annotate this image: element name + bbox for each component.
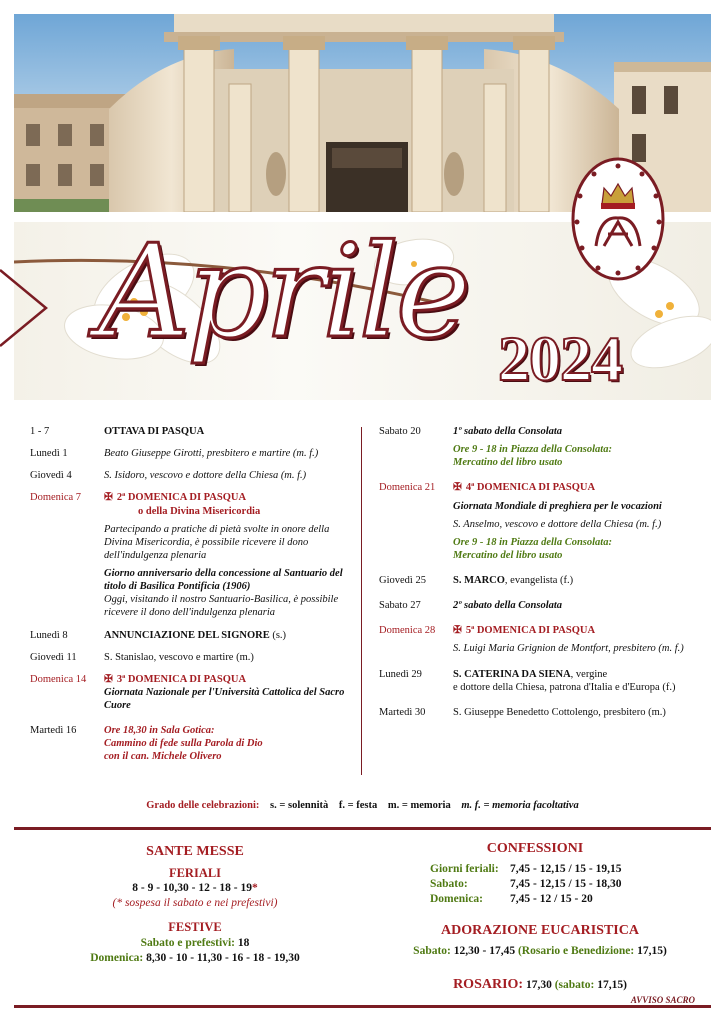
cross-icon: ✠ <box>453 625 462 637</box>
event-domenica-7: Domenica 7 ✠ 2ª DOMENICA DI PASQUA o della Divina Misericordia Partecipando a pratiche di pietà svolte in onore della Divina Misericordia, è possibile ricevere il dono dell'indulgenza plenaria Giorno anniversario della concessione al Santuario del titolo di Basilica Pontificia (1906) Oggi, visitando il nostro Santuario-Basilica, è possibile ricevere il dono dell'indulgenza plenaria <box>30 492 343 619</box>
arrow-decoration <box>0 268 50 348</box>
calendar-left-column <box>30 425 356 773</box>
event-lunedi-1: Lunedì 1 Beato Giuseppe Girotti, presbitero e martire (m. f.) <box>30 448 319 460</box>
adorazione-box: ADORAZIONE EUCARISTICA Sabato: 12,30 - 17,45 (Rosario e Benedizione: 17,15) <box>413 923 667 958</box>
event-domenica-28: Domenica 28 ✠ 5ª DOMENICA DI PASQUA S. Luigi Maria Grignion de Montfort, presbitero (m. f.) <box>379 625 684 655</box>
section-divider <box>14 827 711 830</box>
event-giovedi-4: Giovedì 4 S. Isidoro, vescovo e dottore della Chiesa (m. f.) <box>30 470 307 482</box>
event-1-7: 1 - 7 OTTAVA DI PASQUA <box>30 426 205 437</box>
event-sabato-20: Sabato 20 1º sabato della Consolata Ore 9 - 18 in Piazza della Consolata: Mercatino del libro usato <box>379 426 612 469</box>
event-giovedi-11: Giovedì 11 S. Stanislao, vescovo e martire (m.) <box>30 651 254 663</box>
event-lunedi-8: Lunedì 8 ANNUNCIAZIONE DEL SIGNORE (s.) <box>30 629 287 641</box>
cross-icon: ✠ <box>104 492 113 504</box>
rosario-box: ROSARIO: 17,30 (sabato: 17,15) <box>453 977 627 992</box>
confessioni-box: CONFESSIONI Giorni feriali: 7,45 - 12,15 / 15 - 19,15 Sabato: 7,45 - 12,15 / 15 - 18,30 Domenica: 7,45 - 12 / 15 - 20 <box>430 841 622 906</box>
event-sabato-27: Sabato 27 2º sabato della Consolata <box>379 600 563 612</box>
crown-monogram-emblem <box>570 156 666 282</box>
calendar-right-column <box>379 425 709 728</box>
cross-icon: ✠ <box>104 673 113 685</box>
month-title: Aprile <box>98 218 468 367</box>
event-domenica-14: Domenica 14 ✠ 3ª DOMENICA DI PASQUA Giornata Nazionale per l'Università Cattolica del Sacro Cuore <box>30 673 345 711</box>
event-lunedi-29: Lunedì 29 S. CATERINA DA SIENA, vergine e dottore della Chiesa, patrona d'Italia e d'Europa (f.) <box>379 668 676 693</box>
sante-messe-box: SANTE MESSE FERIALI 8 - 9 - 10,30 - 12 - 18 - 19* (* sospesa il sabato e nei prefestivi) FESTIVE Sabato e prefestivi: 18 Domenica: 8,30 - 10 - 11,30 - 16 - 18 - 19,30 <box>90 844 300 964</box>
event-domenica-21: Domenica 21 ✠ 4ª DOMENICA DI PASQUA Giornata Mondiale di preghiera per le vocazioni S. Anselmo, vescovo e dottore della Chiesa (m. f.) Ore 9 - 18 in Piazza della Consolata: Mercatino del libro usato <box>379 482 662 561</box>
event-martedi-30: Martedì 30 S. Giuseppe Benedetto Cottolengo, presbitero (m.) <box>379 706 666 718</box>
avviso-sacro-tag: AVVISO SACRO <box>627 995 699 1005</box>
event-martedi-16: Martedì 16 Ore 18,30 in Sala Gotica: Cammino di fede sulla Parola di Dio con il can. Michele Olivero <box>30 725 263 763</box>
year-title: 2024 <box>498 323 622 394</box>
footer-divider <box>14 1005 711 1008</box>
event-giovedi-25: Giovedì 25 S. MARCO, evangelista (f.) <box>379 575 574 586</box>
column-divider <box>361 427 362 775</box>
cross-icon: ✠ <box>453 482 462 494</box>
celebration-grade-legend: Grado delle celebrazioni: s. = solennità f. = festa m. = memoria m. f. = memoria facoltativa <box>146 800 579 811</box>
